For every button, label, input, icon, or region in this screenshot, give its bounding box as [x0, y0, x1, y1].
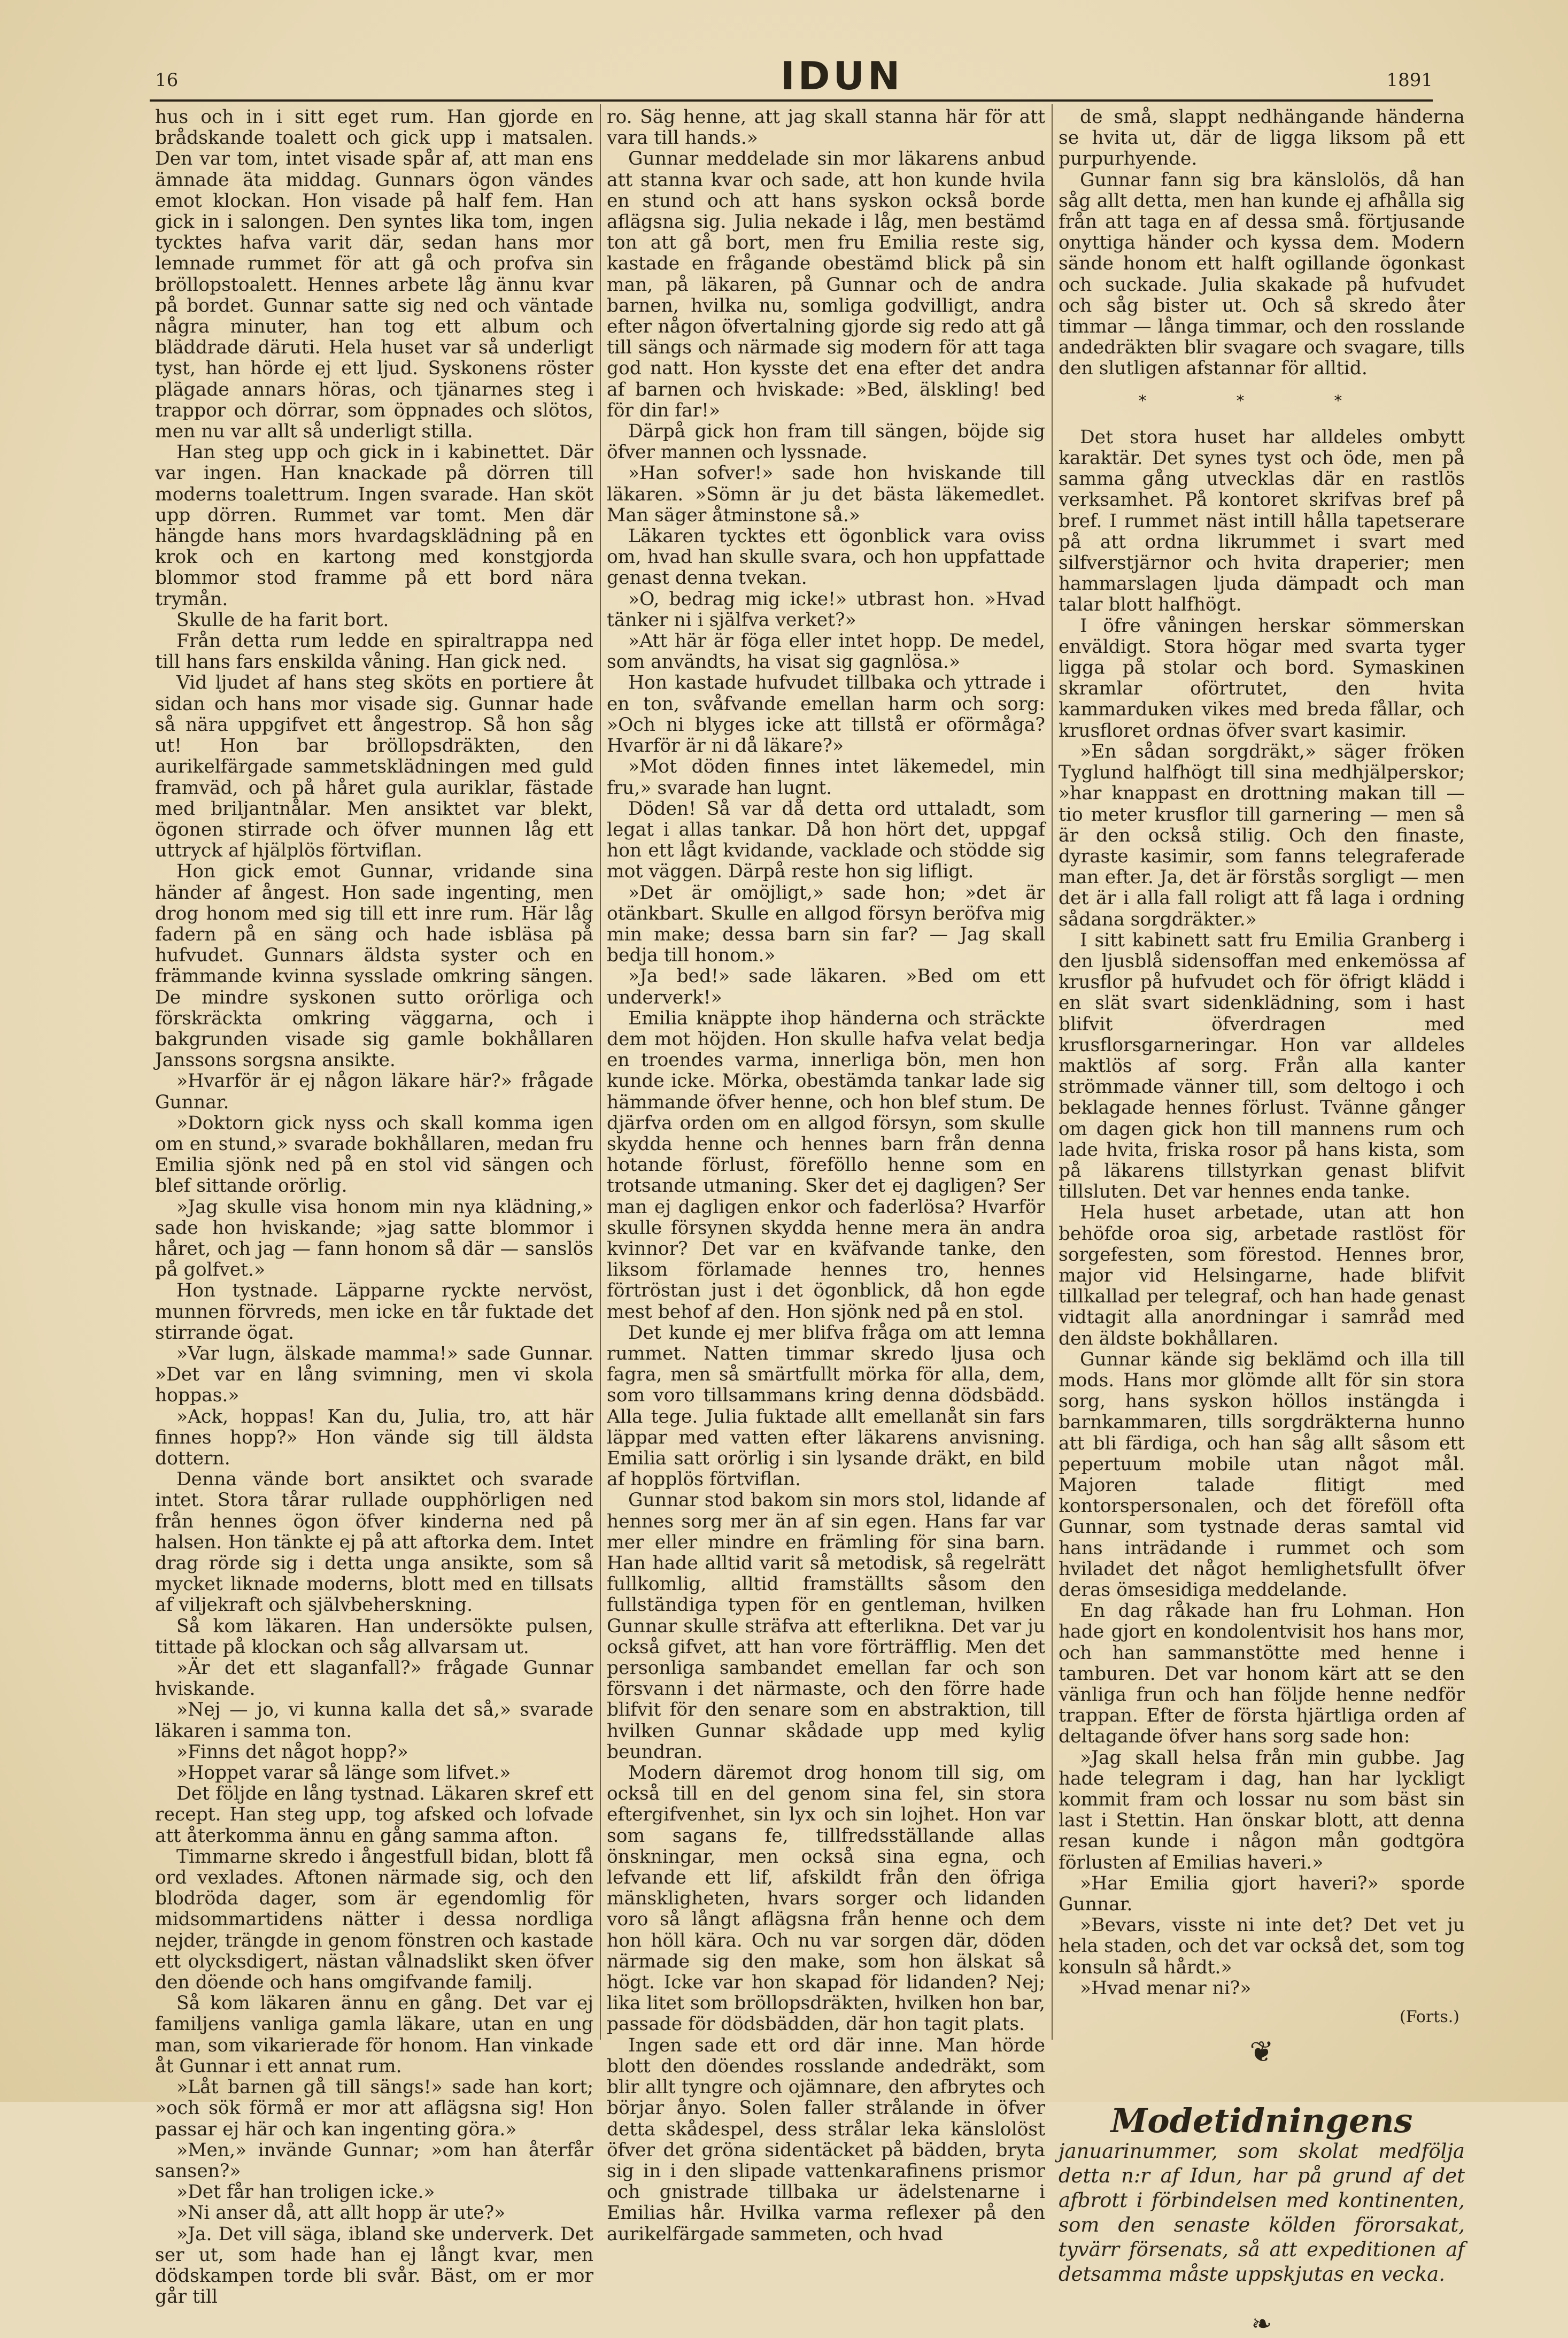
paragraph: »Hvad menar ni?» [1080, 1977, 1252, 1999]
paragraph: »Hvarför är ej någon läkare här?» frågade Gunnar. [155, 1070, 593, 1113]
paragraph: Hon gick emot Gunnar, vridande sina händer af ångest. Hon sade ingenting, men drog honom med sig till ett inre rum. Här låg fadern på en säng och hade isbläsa på hufvudet. Gunnars äldsta syster och en främmande kvinna sysslade omkring sängen. De mindre syskonen sutto orörliga och förskräckta omkring väggarna, och i bakgrunden visade sig gamle bokhållaren Janssons sorgsna ansikte. [155, 861, 593, 1071]
header-rule [150, 99, 1433, 102]
paragraph: »Har Emilia gjort haveri?» sporde Gunnar. [1059, 1872, 1465, 1916]
paragraph: »Ja bed!» sade läkaren. »Bed om ett underverk!» [607, 966, 1045, 1008]
column-3-continuation [1059, 427, 1465, 1999]
notice-title: Modetidningens [1110, 2101, 1413, 2141]
paragraph: »Låt barnen gå till sängs!» sade han kort; »och sök förmå er mor att aflägsna sig! Hon passar ej här och kan ingenting göra.» [155, 2077, 593, 2140]
paragraph: de små, slappt nedhängande händerna se hvita ut, där de ligga liksom på ett purpurhyende. [1059, 106, 1465, 170]
paragraph: Gunnar fann sig bra känslolös, då han såg allt detta, men han kunde ej afhålla sig från att taga en af dessa små. förtjusande onyttiga händer och kyssa dem. Modern sände honom ett halft ogillande ögonkast och suckade. Julia skakade på hufvudet och såg bister ut. Och så skredo åter timmar — långa timmar, och den rosslande andedräkten blir svagare och svagare, tills den slutligen afstannar för alltid. [1059, 169, 1465, 380]
paragraph: Därpå gick hon fram till sängen, böjde sig öfver mannen och lyssnade. [607, 421, 1045, 464]
paragraph: hus och in i sitt eget rum. Han gjorde en brådskande toalett och gick upp i matsalen. Den var tom, intet visade spår af, att man ens ämnade äta middag. Gunnars ögon vändes emot klockan. Hon visade på half fem. Han gick in i salongen. Den syntes lika tom, ingen tycktes hafva varit där, sedan hans mor lemnade rummet för att gå och profva sin bröllopstoalett. Hennes arbete låg ännu kvar på bordet. Gunnar satte sig ned och väntade några minuter, han tog ett album och bläddrade däruti. Hela huset var så underligt tyst, han hörde ej ett ljud. Syskonens röster plägade annars höras, och tjänarnes steg i trappor och dörrar, som öppnades och slötos, men nu var allt så underligt stilla. [155, 106, 593, 443]
paragraph: Emilia knäppte ihop händerna och sträckte dem mot höjden. Hon skulle hafva velat bedja en troendes varma, innerliga bön, men hon kunde icke. Mörka, obestämda tankar lade sig hämmande öfver henne, och hon blef stum. De djärfva orden om en allgod försyn, som skulle skydda henne och hennes barn från denna hotande förlust, föreföllo henne som en trotsande utmaning. Sker det ej dagligen? Ser man ej dagligen enkor och faderlösa? Hvarför skulle försynen skydda henne mera än andra kvinnor? Det var en kväfvande tanke, den liksom förlamade hennes tro, hennes förtröstan just i det ögonblick, då hon egde mest behof af den. Hon sjönk ned på en stol. [607, 1007, 1045, 1323]
ornament-divider: ❦ [1249, 2035, 1274, 2069]
paragraph: »Finns det något hopp?» [176, 1741, 408, 1763]
paragraph: »Är det ett slaganfall?» frågade Gunnar hviskande. [155, 1657, 593, 1700]
paragraph: »Ni anser då, att allt hopp är ute?» [176, 2202, 506, 2224]
paragraph: ro. Säg henne, att jag skall stanna här för att vara till hands.» [607, 106, 1045, 149]
paragraph: »Nej — jo, vi kunna kalla det så,» svarade läkaren i samma ton. [155, 1699, 593, 1742]
column-3-story-end [1059, 107, 1465, 380]
paragraph: I öfre våningen herskar sömmerskan enväldigt. Stora högar med svarta tyger ligga på stolar och bord. Symaskinen skramlar oförtrutet, den hvita kammarduken vikes med breda fållar, och krusfloret ordnas öfver svart kasimir. [1059, 615, 1465, 742]
paragraph: Gunnar meddelade sin mor läkarens anbud att stanna kvar och sade, att hon kunde hvila en stund och att hans syskon också borde aflägsna sig. Julia nekade i låg, men bestämd ton att gå bort, men fru Emilia reste sig, kastade en frågande obestämd blick på sin man, på läkaren, på Gunnar och de andra barnen, hvilka nu, somliga godvilligt, andra efter någon öfvertalning gjorde sig redo att gå till sängs och närmade sig modern för att taga god natt. Hon kysste det ena efter det andra af barnen och hviskade: »Bed, älskling! bed för din far!» [607, 148, 1045, 421]
page-number: 16 [155, 70, 179, 91]
paragraph: »Bevars, visste ni inte det? Det vet ju hela staden, och det var också det, som tog konsuln så hårdt.» [1059, 1915, 1465, 1978]
paragraph: Så kom läkaren. Han undersökte pulsen, tittade på klockan och såg allvarsam ut. [155, 1615, 593, 1658]
paragraph: Skulle de ha farit bort. [176, 609, 389, 631]
paragraph: »Han sofver!» sade hon hviskande till läkaren. »Sömn är ju det bästa läkemedlet. Man säger åtminstone så.» [607, 462, 1045, 526]
paragraph: Han steg upp och gick in i kabinettet. Där var ingen. Han knackade på dörren till moderns toalettrum. Ingen svarade. Han sköt upp dörren. Rummet var tomt. Men där hängde hans mors hvardagsklädning på en krok och en kartong med konstgjorda blommor stod framme på ett bord nära trymån. [155, 442, 593, 610]
paragraph: »Jag skulle visa honom min nya klädning,» sade hon hviskande; »jag satte blommor i håret, och jag — fann honom så där — sanslös på golfvet.» [155, 1196, 593, 1281]
paragraph: Hon tystnade. Läpparne ryckte nervöst, munnen förvreds, men icke en tår fuktade det stirrande ögat. [155, 1280, 593, 1344]
paragraph: »Mot döden finnes intet läkemedel, min fru,» svarade han lugnt. [607, 756, 1045, 799]
paragraph: »O, bedrag mig icke!» utbrast hon. »Hvad tänker ni i själfva verket?» [607, 588, 1045, 631]
paragraph: »En sådan sorgdräkt,» säger fröken Tyglund halfhögt till sina medhjälperskor; »har knappast en drottning makan till — tio meter krusflor till garnering — men så är den också stilig. Och den finaste, dyraste kasimir, som fanns telegraferade man efter. Ja, det är förstås sorgligt — men det är i alla fall roligt att få laga i ordning sådana sorgdräkter.» [1059, 740, 1465, 930]
paragraph: »Men,» invände Gunnar; »om han återfår sansen?» [155, 2139, 593, 2182]
paragraph: »Att här är föga eller intet hopp. De medel, som användts, ha visat sig gagnlösa.» [607, 630, 1045, 673]
paragraph: »Ja. Det vill säga, ibland ske underverk. Det ser ut, som hade han ej långt kvar, men dödskampen torde bli svår. Bäst, om er mor går till [155, 2223, 593, 2308]
paragraph: Denna vände bort ansiktet och svarade intet. Stora tårar rullade oupphörligen ned från hennes ögon öfver kinderna ned på halsen. Hon tänkte ej på att aftorka dem. Intet drag rörde sig i detta unga ansikte, som så mycket liknade moderns, blott med en tillsats af viljekraft och självbeherskning. [155, 1469, 593, 1616]
paragraph: Det följde en lång tystnad. Läkaren skref ett recept. Han steg upp, tog afsked och lofvade att återkomma ännu en gång samma afton. [155, 1783, 593, 1847]
paragraph: Det stora huset har alldeles ombytt karaktär. Det synes tyst och öde, men på samma gång utvecklas där en rastlös verksamhet. På kontoret skrifvas bref på bref. I rummet näst intill hålla tapetserare på att ordna likrummet i svart med silfverstjärnor och hvita draperier; men hammarslagen ljuda dämpadt och man talar blott halfhögt. [1059, 426, 1465, 616]
paragraph: Hon kastade hufvudet tillbaka och yttrade i en ton, svåfvande emellan harm och sorg: »Och ni blyges icke att tillstå er oförmåga? Hvarför är ni då läkare?» [607, 672, 1045, 757]
paragraph: »Jag skall helsa från min gubbe. Jag hade telegram i dag, han har lyckligt kommit fram och lossar nu som bäst sin last i Stettin. Han önskar blott, att denna resan kunde i någon mån godtgöra förlusten af Emilias haveri.» [1059, 1747, 1465, 1873]
column-2 [607, 106, 1045, 2245]
ornament-bottom: ❧ [1251, 2309, 1272, 2338]
masthead-title: IDUN [781, 53, 903, 98]
notice-body: januarinummer, som skolat medfölja detta n:r af Idun, har på grund af det afbrott i förbindelsen med kontinenten, som den senaste kölden förorsakat, tyvärr försenats, så att expeditionen af detsamma måste uppskjutas en vecka. [1059, 2139, 1465, 2286]
paragraph: Ingen sade ett ord där inne. Man hörde blott den döendes rosslande andedräkt, som blir allt tyngre och ojämnare, den afbrytes och börjar ånyo. Solen faller strålande in öfver detta skådespel, dess strålar leka känslolöst öfver det gröna sidentäcket på bädden, bryta sig in i den slipade vattenkarafinens prismor och gnistrade tillbaka ur ädelstenarne i Emilias hår. Hvilka varma reflexer på den aurikelfärgade sammeten, och hvad [607, 2034, 1045, 2245]
section-break-stars: * * * [1139, 391, 1385, 410]
page-header [150, 53, 1433, 102]
paragraph: I sitt kabinett satt fru Emilia Granberg i den ljusblå sidensoffan med enkemössa af krusflor på hufvudet och för öfrigt klädd i en slät svart sidenklädning, som i hast blifvit öfverdragen med krusflorsgarneringar. Hon var alldeles maktlös af sorg. Från alla kanter strömmade vänner till, som deltogo i och beklagade hennes förlust. Tvänne gånger om dagen gick hon till mannens rum och lade hvita, friska rosor på hans kista, som på läkarens tillstyrkan genast blifvit tillsluten. Det var hennes enda tanke. [1059, 929, 1465, 1203]
column-divider [600, 104, 601, 2040]
paragraph: »Doktorn gick nyss och skall komma igen om en stund,» svarade bokhållaren, medan fru Emilia sjönk ned på en stol vid sängen och blef sittande orörlig. [155, 1112, 593, 1197]
continued-note: (Forts.) [1400, 2008, 1459, 2027]
column-divider [1052, 104, 1053, 2040]
paragraph: Hela huset arbetade, utan att hon behöfde oroa sig, arbetade rastlöst för sorgefesten, som förestod. Hennes bror, major vid Helsingarne, hade blifvit tillkallad per telegraf, och han hade genast vidtagit alla anordningar i samråd med den äldste bokhållaren. [1059, 1202, 1465, 1349]
paragraph: Läkaren tycktes ett ögonblick vara oviss om, hvad han skulle svara, och hon uppfattade genast denna tvekan. [607, 526, 1045, 589]
paragraph: »Det är omöjligt,» sade hon; »det är otänkbart. Skulle en allgod försyn beröfva mig min make; dessa barn sin far? — Jag skall bedja till honom.» [607, 882, 1045, 967]
paragraph: Modern däremot drog honom till sig, om också till en del genom sina fel, sin stora eftergifvenhet, sin lyx och sin lojhet. Hon var som sagans fe, tillfredsställande allas önskningar, men också sina egna, och lefvande ett lif, afskildt från den öfriga mänskligheten, hvars sorger och lidanden voro så långt aflägsna från henne och dem hon höll kära. Och nu var sorgen där, döden närmade sig den make, som hon älskat så högt. Icke var hon skapad för lidanden? Nej; lika litet som bröllopsdräkten, hvilken hon bar, passade för dödsbädden, där hon tagit plats. [607, 1762, 1045, 2035]
paragraph: Timmarne skredo i ångestfull bidan, blott få ord vexlades. Aftonen närmade sig, och den blodröda dager, som är egendomlig för midsommartidens nätter i dessa nordliga nejder, trängde in genom fönstren och kastade ett olycksdigert, nästan vålnadslikt sken öfver den döende och hans omgifvande familj. [155, 1846, 593, 1994]
paragraph: Det kunde ej mer blifva fråga om att lemna rummet. Natten timmar skredo ljusa och fagra, men så smärtfullt mörka för alla, dem, som voro tillsammans kring denna dödsbädd. Alla tege. Julia fuktade allt emellanåt sin fars läppar med vatten efter läkarens anvisning. Emilia satt orörlig i sin lysande dräkt, en bild af hopplös förtviflan. [607, 1322, 1045, 1491]
paragraph: »Hoppet varar så länge som lifvet.» [176, 1762, 511, 1784]
year: 1891 [1386, 70, 1433, 91]
paragraph: Gunnar kände sig beklämd och illa till mods. Hans mor glömde allt för sin stora sorg, hans syskon höllos instängda i barnkammaren, tills sorgdräkterna hunno att bli färdiga, och han såg allt såsom ett pepertuum mobile utan något mål. Majoren talade flitigt med kontorspersonalen, och det föreföll ofta Gunnar, som tystnade deras samtal vid hans inträdande i rummet och som hviladet det något hemlighetsfullt öfver deras ömsesidiga meddelande. [1059, 1348, 1465, 1601]
column-3 [1059, 106, 1465, 2338]
paragraph: »Var lugn, älskade mamma!» sade Gunnar. »Det var en lång svimning, men vi skola hoppas.» [155, 1342, 593, 1407]
paragraph: Gunnar stod bakom sin mors stol, lidande af hennes sorg mer än af sin egen. Hans far var mer eller mindre en främling för sina barn. Han hade alltid varit så metodisk, så regelrätt fullkomlig, alltid framställts såsom den fullständiga typen för en gentleman, hvilken Gunnar skulle sträfva att efterlikna. Det var ju också gifvet, att han vore förträfflig. Men det personliga sambandet emellan far och son försvann i det närmaste, och den förre hade blifvit för den senare som en abstraktion, till hvilken Gunnar skådade upp med kylig beundran. [607, 1490, 1045, 1763]
paragraph: »Det får han troligen icke.» [176, 2181, 435, 2203]
paragraph: Döden! Så var då detta ord uttaladt, som legat i allas tankar. Då hon hört det, uppgaf hon ett lågt kvidande, vacklade och stödde sig mot väggen. Därpå reste hon sig lifligt. [607, 798, 1045, 883]
paragraph: Vid ljudet af hans steg sköts en portiere åt sidan och hans mor visade sig. Gunnar hade så nära uppgifvet ett ångestrop. Så hon såg ut! Hon bar bröllopsdräkten, den aurikelfärgade sammetsklädningen med guld framväd, och på håret gula auriklar, fästade med briljantnålar. Men ansiktet var blekt, ögonen stirrade och öfver munnen låg ett uttryck af hjälplös förtviflan. [155, 672, 593, 862]
column-1 [155, 106, 593, 2308]
paragraph: Från detta rum ledde en spiraltrappa ned till hans fars enskilda våning. Han gick ned. [155, 630, 593, 673]
paragraph: En dag råkade han fru Lohman. Hon hade gjort en kondolentvisit hos hans mor, och han sammanstötte med henne i tamburen. Det var honom kärt att se den vänliga frun och han följde henne nedför trappan. Efter de första hjärtliga orden af deltagande öfver hans sorg sade hon: [1059, 1600, 1465, 1748]
paragraph: Så kom läkaren ännu en gång. Det var ej familjens vanliga gamla läkare, utan en ung man, som vikarierade för honom. Han vinkade åt Gunnar i ett annat rum. [155, 1993, 593, 2077]
paragraph: »Ack, hoppas! Kan du, Julia, tro, att här finnes hopp?» Hon vände sig till äldsta dottern. [155, 1406, 593, 1469]
